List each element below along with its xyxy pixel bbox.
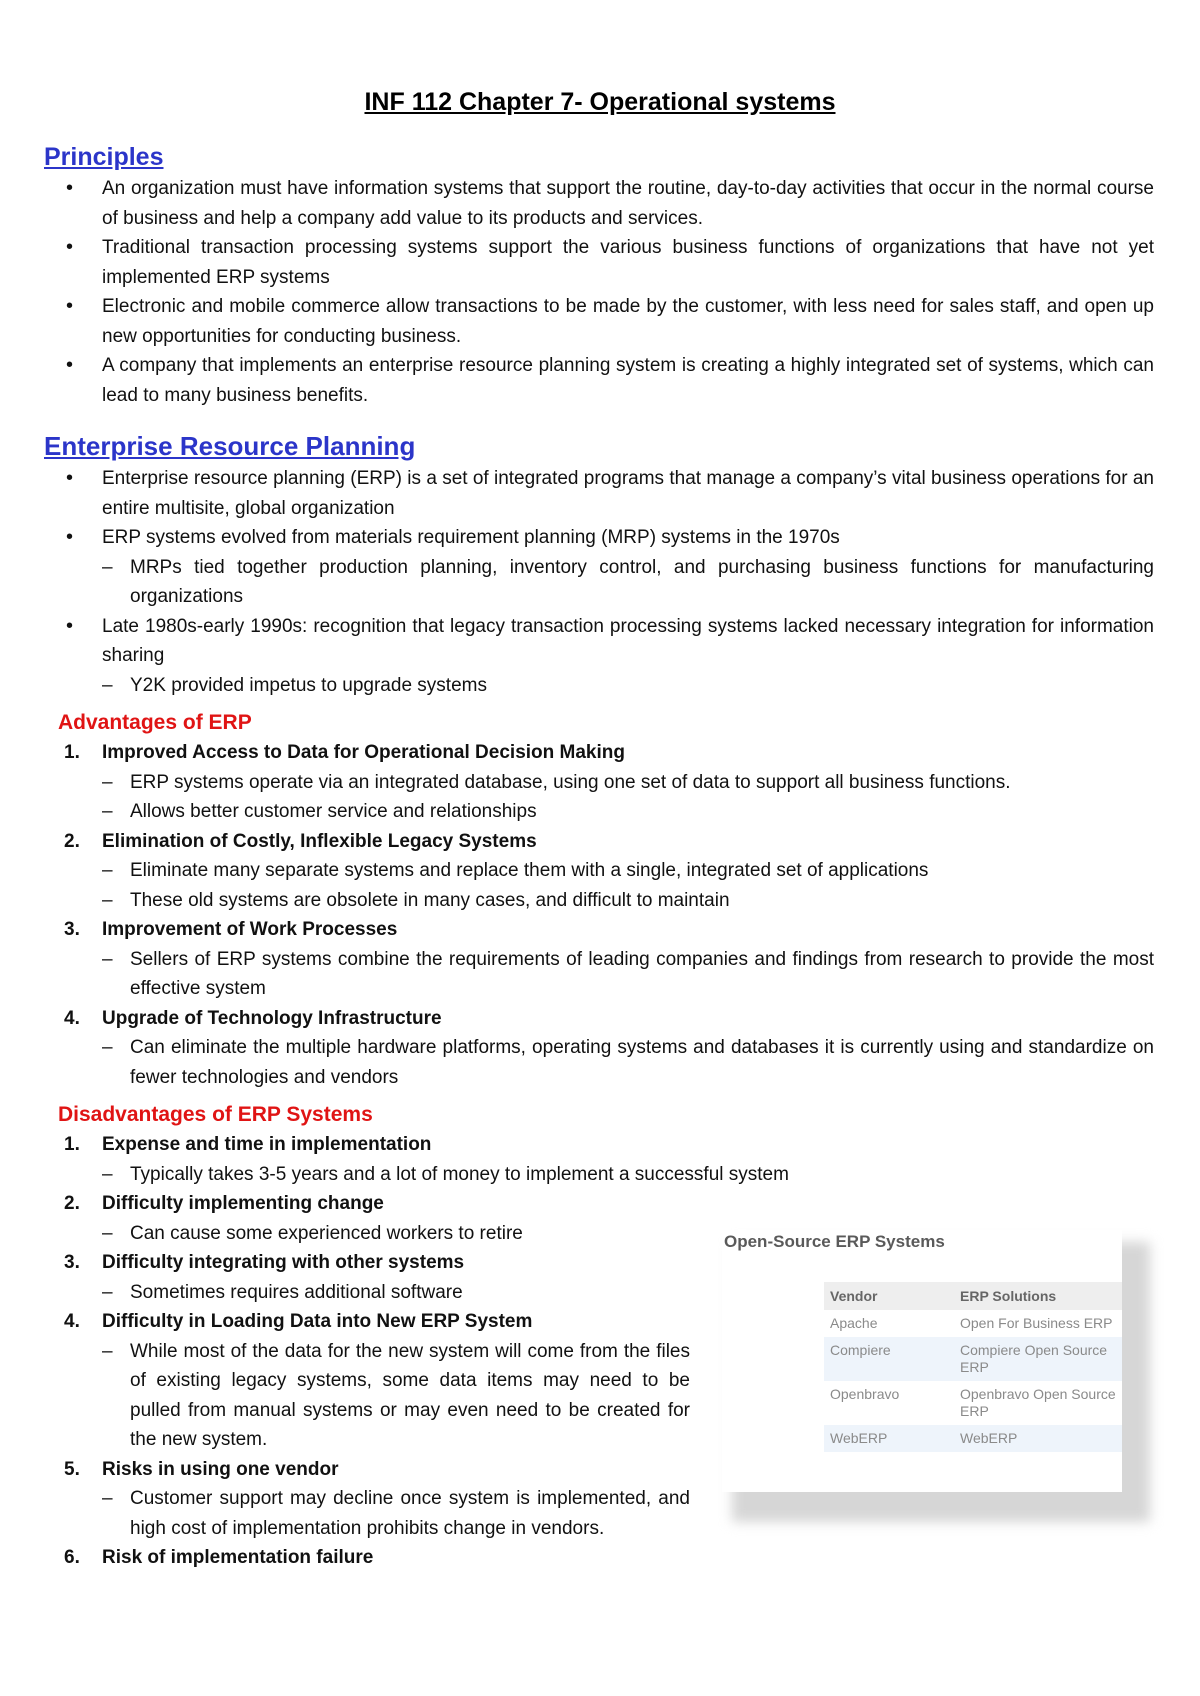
sub-list-item: – Eliminate many separate systems and replace them with a single, integrated set of applications xyxy=(44,856,1154,886)
advantages-heading: Advantages of ERP xyxy=(58,711,252,734)
item-title: Difficulty implementing change xyxy=(102,1193,384,1214)
list-item: • Enterprise resource planning (ERP) is a set of integrated programs that manage a company’s vital business operations for an entire multisite, global organization xyxy=(44,464,1154,523)
sublist xyxy=(44,945,1154,1004)
solution-cell: Compiere Open Source ERP xyxy=(954,1337,1122,1381)
item-number: 2. xyxy=(64,830,80,852)
list-item: • An organization must have information systems that support the routine, day-to-day activities that occur in the normal course of business and help a company add value to its products and services. xyxy=(44,174,1154,233)
sub-list-item: – Sellers of ERP systems combine the requirements of leading companies and findings from research to provide the most effective system xyxy=(44,945,1154,1004)
erp-list xyxy=(44,612,1154,671)
list-item: • ERP systems evolved from materials requirement planning (MRP) systems in the 1970s xyxy=(44,523,1154,553)
column-header-erp-solutions: ERP Solutions xyxy=(954,1282,1122,1310)
sub-list-item: – ERP systems operate via an integrated database, using one set of data to support all business functions. xyxy=(44,768,1154,798)
sub-list-item: – Y2K provided impetus to upgrade systems xyxy=(44,671,1154,701)
figure-title: Open-Source ERP Systems xyxy=(724,1232,945,1251)
item-number: 3. xyxy=(64,919,80,940)
vendor-cell: WebERP xyxy=(824,1425,954,1452)
item-title: Risk of implementation failure xyxy=(102,1547,374,1568)
numbered-item xyxy=(44,827,1154,857)
sublist xyxy=(44,1033,1154,1092)
vendor-cell: Apache xyxy=(830,1315,878,1331)
solution-cell: Open For Business ERP xyxy=(960,1315,1113,1331)
item-title: Elimination of Costly, Inflexible Legacy Systems xyxy=(102,830,537,852)
table-row xyxy=(824,1310,1122,1337)
numbered-item xyxy=(44,915,1154,945)
erp-vendor-table xyxy=(824,1282,1122,1452)
erp-heading: Enterprise Resource Planning xyxy=(44,431,416,461)
numbered-item xyxy=(44,1543,1154,1573)
item-number: 4. xyxy=(64,1311,80,1332)
vendor-cell: Openbravo xyxy=(830,1386,900,1402)
numbered-item xyxy=(44,1130,1154,1160)
sub-list-item: – Customer support may decline once system is implemented, and high cost of implementation prohibits change in vendors. xyxy=(44,1484,690,1543)
disadvantages-heading: Disadvantages of ERP Systems xyxy=(58,1103,373,1126)
figure-box xyxy=(722,1230,1122,1492)
advantages-list xyxy=(44,738,1154,1092)
list-item: • A company that implements an enterprise resource planning system is creating a highly integrated set of systems, which can lead to many business benefits. xyxy=(44,351,1154,410)
principles-list xyxy=(44,174,1154,410)
solution-cell: Openbravo Open Source ERP xyxy=(960,1386,1116,1419)
list-item: • Late 1980s-early 1990s: recognition that legacy transaction processing systems lacked necessary integration for information sharing xyxy=(44,612,1154,671)
list-item: • Traditional transaction processing systems support the various business functions of organizations that have not yet implemented ERP systems xyxy=(44,233,1154,292)
sublist xyxy=(44,1484,690,1543)
sub-list-item: – These old systems are obsolete in many cases, and difficult to maintain xyxy=(44,886,1154,916)
sub-list-item: – MRPs tied together production planning, inventory control, and purchasing business functions for manufacturing organizations xyxy=(44,553,1154,612)
item-number: 2. xyxy=(64,1193,80,1214)
sub-list-item: – Sometimes requires additional software xyxy=(44,1278,1154,1308)
list-item: • Electronic and mobile commerce allow transactions to be made by the customer, with less need for sales staff, and open up new opportunities for conducting business. xyxy=(44,292,1154,351)
item-title: Expense and time in implementation xyxy=(102,1134,432,1155)
item-number: 3. xyxy=(64,1252,80,1273)
sublist xyxy=(44,1160,1154,1190)
erp-list xyxy=(44,464,1154,553)
item-title: Difficulty in Loading Data into New ERP System xyxy=(102,1311,533,1332)
item-title: Improved Access to Data for Operational Decision Making xyxy=(102,742,625,763)
sub-list-item: – Typically takes 3-5 years and a lot of money to implement a successful system xyxy=(44,1160,1154,1190)
item-number: 1. xyxy=(64,1134,80,1155)
sub-list-item: – While most of the data for the new system will come from the files of existing legacy systems, some data items may need to be pulled from manual systems or may even need to be created for the new system. xyxy=(44,1337,690,1455)
item-title: Risks in using one vendor xyxy=(102,1458,339,1480)
vendor-cell: Compiere xyxy=(824,1337,954,1381)
numbered-item xyxy=(44,1189,1154,1219)
table-row xyxy=(824,1337,1122,1381)
item-number: 5. xyxy=(64,1458,80,1480)
sublist xyxy=(44,768,1154,827)
sublist xyxy=(44,1337,690,1455)
open-source-erp-figure xyxy=(722,1230,1142,1512)
numbered-item xyxy=(44,1004,1154,1034)
solution-cell: WebERP xyxy=(954,1425,1122,1452)
table-header-row xyxy=(824,1282,1122,1310)
sublist xyxy=(44,856,1154,915)
erp-sublist xyxy=(44,671,1154,701)
column-header-vendor: Vendor xyxy=(824,1282,954,1310)
erp-sublist xyxy=(44,553,1154,612)
item-title: Upgrade of Technology Infrastructure xyxy=(102,1007,442,1029)
table-row xyxy=(824,1381,1122,1425)
principles-heading: Principles xyxy=(44,143,164,171)
item-title: Improvement of Work Processes xyxy=(102,919,398,940)
item-number: 4. xyxy=(64,1007,80,1029)
sub-list-item: – Can eliminate the multiple hardware platforms, operating systems and databases it is currently using and standardize on fewer technologies and vendors xyxy=(44,1033,1154,1092)
page-title: INF 112 Chapter 7- Operational systems xyxy=(364,88,836,116)
sub-list-item: – Can cause some experienced workers to retire xyxy=(44,1219,1154,1249)
item-number: 6. xyxy=(64,1547,80,1568)
item-title: Difficulty integrating with other systems xyxy=(102,1252,465,1273)
item-number: 1. xyxy=(64,742,80,763)
sub-list-item: – Allows better customer service and relationships xyxy=(44,797,1154,827)
table-row xyxy=(824,1425,1122,1452)
numbered-item xyxy=(44,738,1154,768)
